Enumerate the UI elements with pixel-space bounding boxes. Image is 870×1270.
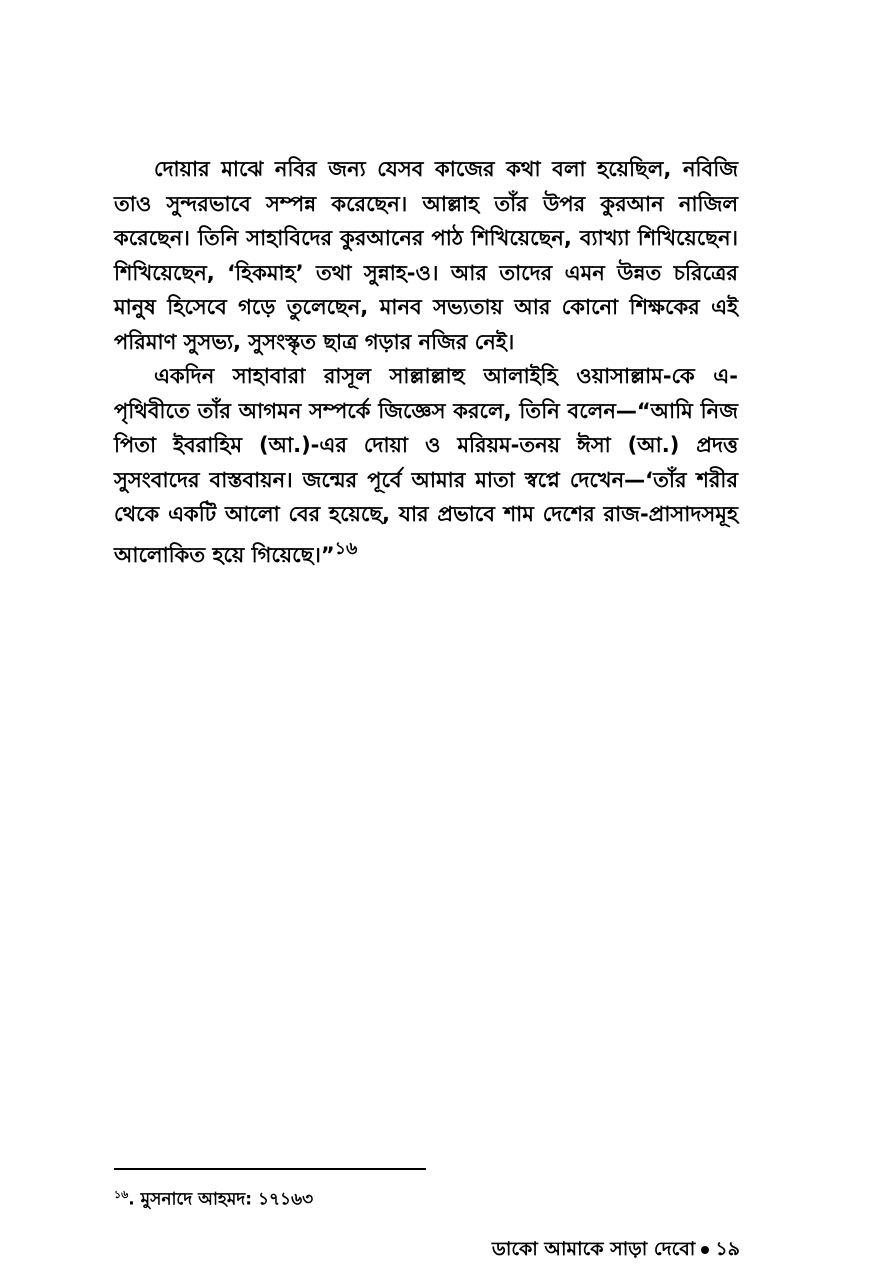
footnote-divider bbox=[114, 1168, 426, 1170]
footnote-reference: ১৬ bbox=[334, 538, 358, 559]
book-title: ডাকো আমাকে সাড়া দেবো bbox=[491, 1238, 696, 1260]
paragraph-1: দোয়ার মাঝে নবির জন্য যেসব কাজের কথা বলা হয়েছিল, নবিজি তাও সুন্দরভাবে সম্পন্ন করেছেন। আল্লাহ তাঁর উপর কুরআন নাজিল করেছেন। তিনি সাহাবিদের কুরআনের পাঠ শিখিয়েছেন, ব্যাখ্যা শিখিয়েছেন। শিখিয়েছেন, ‘হিকমাহ’ তথা সুন্নাহ-ও। আর তাদের এমন উন্নত চরিত্রের মানুষ হিসেবে গড়ে তুলেছেন, মানব সভ্যতায় আর কোনো শিক্ষকের এই পরিমাণ সুসভ্য, সুসংস্কৃত ছাত্র গড়ার নজির নেই। bbox=[114, 157, 738, 354]
footnote bbox=[114, 1186, 313, 1215]
running-footer bbox=[492, 1235, 740, 1267]
main-text bbox=[114, 152, 738, 572]
bullet-separator-icon bbox=[701, 1246, 709, 1254]
paragraph-2 bbox=[114, 359, 738, 572]
footnote-marker: ১৬ bbox=[114, 1188, 129, 1201]
footnote-text: . মুসনাদে আহমদ: ১৭১৬৩ bbox=[128, 1189, 314, 1210]
page-number: ১৯ bbox=[715, 1238, 740, 1260]
paragraph-2-text: একদিন সাহাবারা রাসূল সাল্লাল্লাহু আলাইহি ওয়াসাল্লাম-কে এ-পৃথিবীতে তাঁর আগমন সম্পর্কে জিজ্ঞেস করলে, তিনি বলেন—“আমি নিজ পিতা ইবরাহিম (আ.)-এর দোয়া ও মরিয়ম-তনয় ঈসা (আ.) প্রদত্ত সুসংবাদের বাস্তবায়ন। জন্মের পূর্বে আমার মাতা স্বপ্নে দেখেন—‘তাঁর শরীর থেকে একটি আলো বের হয়েছে, যার প্রভাবে শাম দেশের রাজ-প্রাসাদসমূহ আলোকিত হয়ে গিয়েছে।” bbox=[114, 364, 738, 567]
